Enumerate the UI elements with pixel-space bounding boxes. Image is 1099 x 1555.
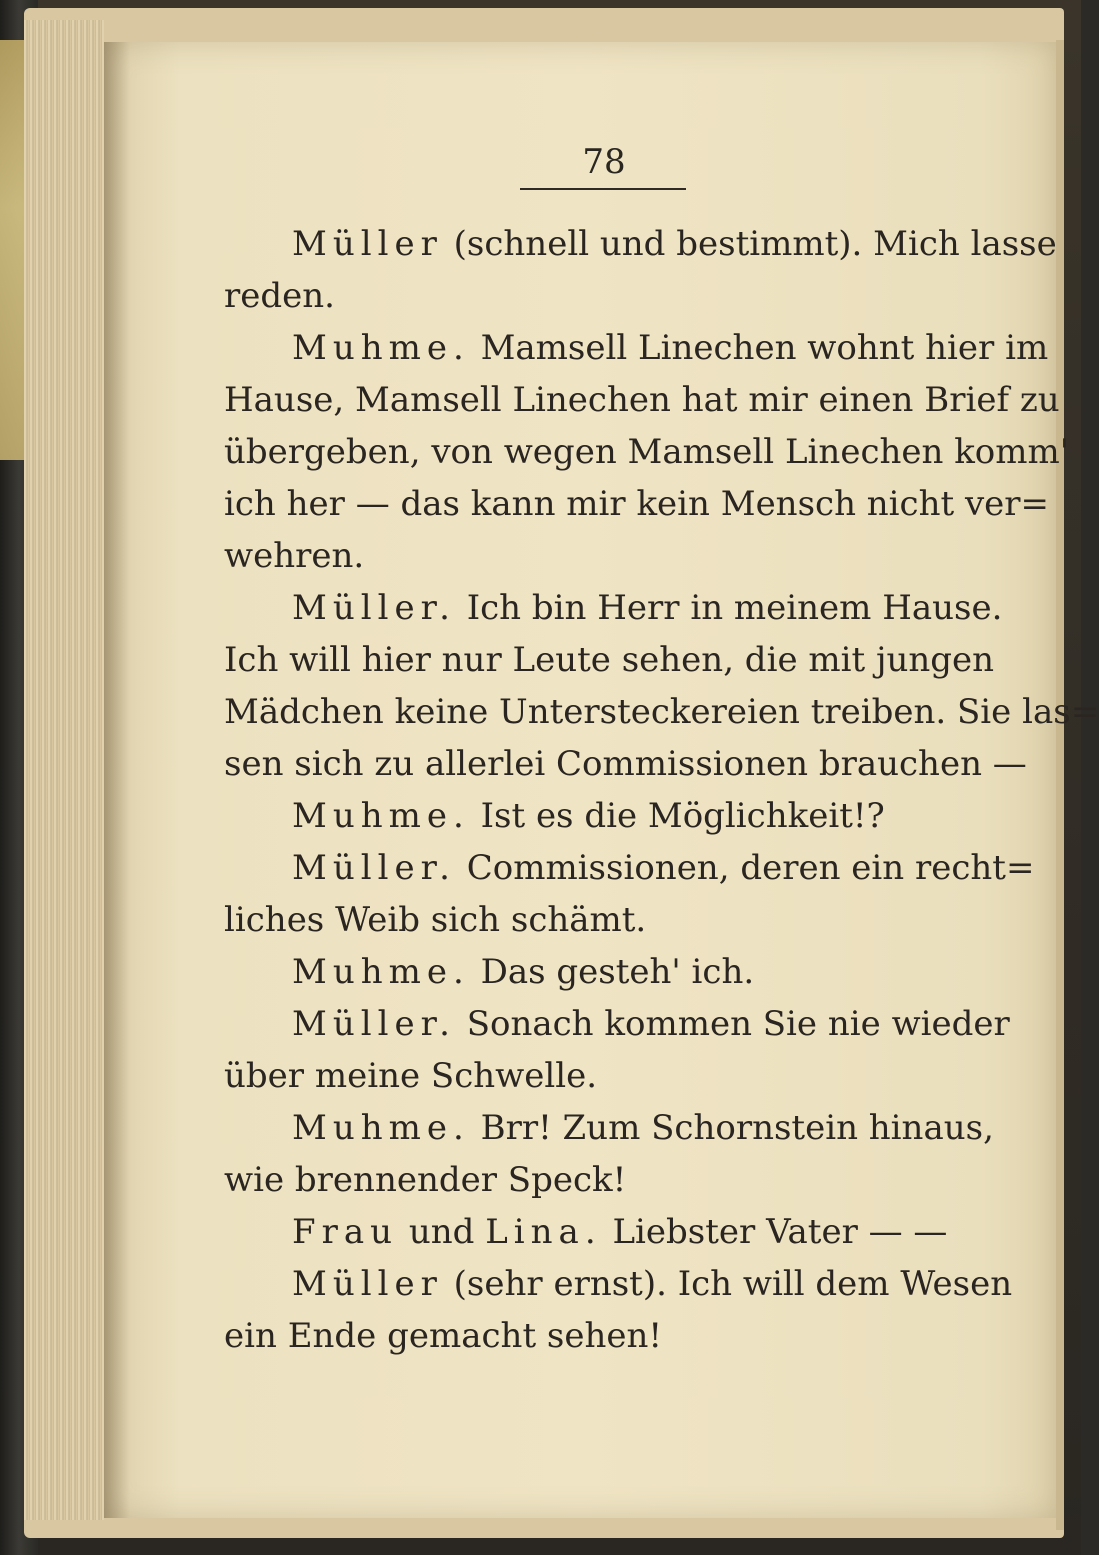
line-text: ein Ende gemacht sehen! [224, 1316, 663, 1356]
page-number-rule [520, 188, 686, 190]
speaker-name: Frau [292, 1212, 399, 1252]
text-line [224, 218, 1057, 270]
speaker-name: Lina. [485, 1212, 602, 1252]
text-line [224, 1206, 980, 1258]
line-text: Ist es die Möglichkeit!? [469, 796, 885, 836]
text-line [224, 1154, 980, 1206]
text-line [224, 530, 980, 582]
text-line [224, 894, 980, 946]
text-line [224, 634, 995, 686]
line-text: (schnell und bestimmt). Mich lasse [442, 224, 1057, 264]
line-text: Sonach kommen Sie nie wieder [455, 1004, 1010, 1044]
speaker-name: Müller [292, 224, 443, 264]
text-line [224, 322, 1049, 374]
text-line [224, 842, 1035, 894]
line-text: Ich will hier nur Leute sehen, die mit jungen [224, 640, 995, 680]
line-text: und [398, 1212, 486, 1252]
speaker-name: Müller. [292, 848, 456, 888]
line-text: Mädchen keine Untersteckereien treiben. Sie las= [224, 692, 1099, 732]
text-line [224, 426, 1070, 478]
line-text: Mamsell Linechen wohnt hier im [469, 328, 1049, 368]
text-line [224, 582, 1003, 634]
text-line [224, 998, 1010, 1050]
speaker-name: Muhme. [292, 1108, 470, 1148]
line-text: liches Weib sich schämt. [224, 900, 647, 940]
text-line [224, 270, 980, 322]
line-text: Das gesteh' ich. [469, 952, 755, 992]
speaker-name: Muhme. [292, 328, 470, 368]
speaker-name: Muhme. [292, 952, 470, 992]
line-text: über meine Schwelle. [224, 1056, 598, 1096]
line-text: Ich bin Herr in meinem Hause. [455, 588, 1003, 628]
line-text: wehren. [224, 536, 365, 576]
text-line [224, 1050, 980, 1102]
text-line [224, 738, 1027, 790]
line-text: Hause, Mamsell Linechen hat mir einen Brief zu [224, 380, 1060, 420]
line-text: ich her — das kann mir kein Mensch nicht ver= [224, 484, 1050, 524]
line-text: sen sich zu allerlei Commissionen brauchen — [224, 744, 1027, 784]
speaker-name: Müller. [292, 1004, 456, 1044]
line-text: wie brennender Speck! [224, 1160, 627, 1200]
line-text: Liebster Vater — — [601, 1212, 948, 1252]
speaker-name: Müller [292, 1264, 443, 1304]
text-line [224, 686, 1099, 738]
text-line [224, 1258, 1013, 1310]
speaker-name: Müller. [292, 588, 456, 628]
speaker-name: Muhme. [292, 796, 470, 836]
line-text: Brr! Zum Schornstein hinaus, [469, 1108, 994, 1148]
text-line [224, 374, 1060, 426]
text-line [224, 1102, 994, 1154]
page-number: 78 [582, 142, 626, 182]
line-text: reden. [224, 276, 335, 316]
text-line [224, 946, 980, 998]
text-block [224, 218, 1099, 1362]
text-line [224, 1310, 980, 1362]
page-right-edge [1056, 40, 1064, 1530]
line-text: übergeben, von wegen Mamsell Linechen komm' [224, 432, 1070, 472]
text-line [224, 478, 1050, 530]
line-text: (sehr ernst). Ich will dem Wesen [442, 1264, 1013, 1304]
page-stack-edges [24, 20, 104, 1520]
line-text: Commissionen, deren ein recht= [455, 848, 1035, 888]
page-gutter-shadow [104, 42, 130, 1518]
text-line [224, 790, 980, 842]
